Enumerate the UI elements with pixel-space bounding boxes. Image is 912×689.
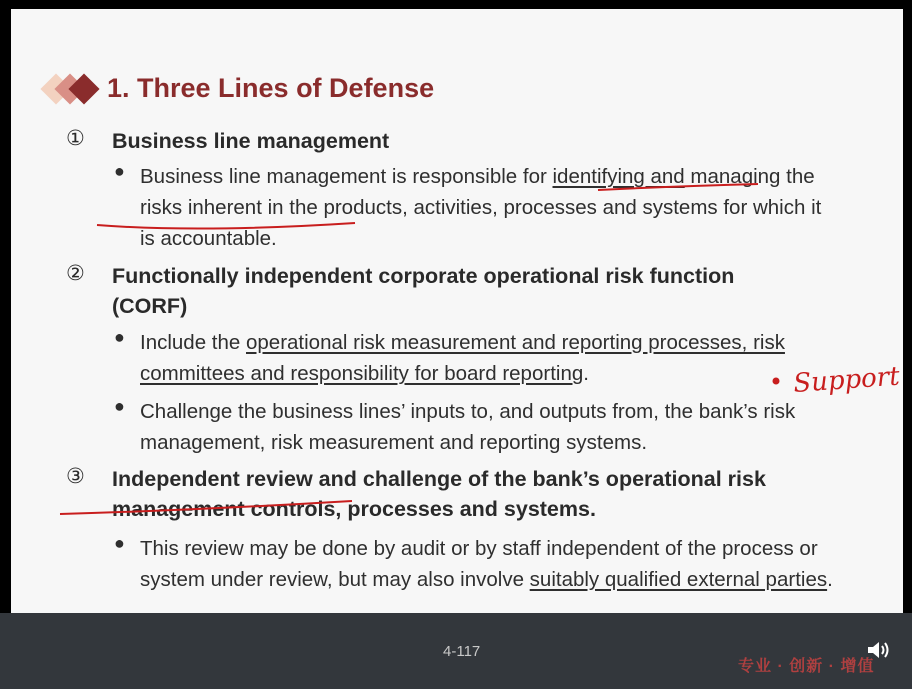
- underlined-text: suitably qualified external parties: [529, 568, 828, 591]
- speaker-icon[interactable]: [866, 639, 890, 661]
- bullet-dot-icon: ●: [114, 161, 125, 181]
- bullet-dot-icon: ●: [114, 396, 125, 416]
- bullet-text: Challenge the business lines’ inputs to, and outputs from, the bank’s risk management, risk measurement and reporting systems.: [140, 400, 796, 454]
- underlined-text: operational risk measurement and reporting processes, risk committees and responsibility for board reporting: [140, 331, 785, 385]
- section-2-number: ②: [66, 261, 85, 285]
- diamond-logo-icon: [37, 71, 107, 111]
- section-2-title: Functionally independent corporate operational risk function (CORF): [112, 264, 735, 318]
- slide: [11, 9, 903, 613]
- bullet-dot-icon: ●: [114, 327, 125, 347]
- page-number: 4-117: [443, 643, 481, 660]
- section-3-number: ③: [66, 464, 85, 488]
- player-control-bar: [0, 613, 912, 689]
- section-3-title: Independent review and challenge of the bank’s operational risk management controls, processes and systems.: [112, 467, 766, 521]
- section-1-number: ①: [66, 126, 85, 150]
- bullet-text: Business line management is responsible for identifying and managing the risks inherent in the products, activities, processes and systems for which it is accountable.: [140, 165, 822, 250]
- bullet-text: Include the operational risk measurement and reporting processes, risk committees and responsibility for board reporting.: [140, 331, 785, 385]
- bullet-dot-icon: ●: [114, 533, 125, 553]
- underlined-text: identifying and: [552, 165, 685, 188]
- pen-handwriting: Support: [792, 361, 901, 399]
- bullet-text: This review may be done by audit or by staff independent of the process or system under review, but may also involve suitably qualified external parties.: [140, 537, 833, 591]
- watermark: 专业 · 创新 · 增值: [738, 658, 875, 675]
- section-1-title: Business line management: [112, 129, 390, 153]
- slide-title: 1. Three Lines of Defense: [107, 73, 435, 103]
